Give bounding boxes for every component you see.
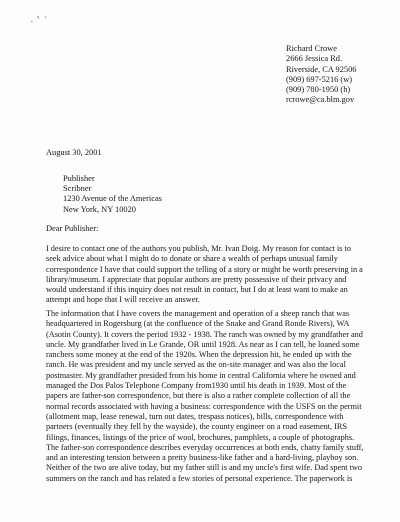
paragraph-line: headquartered in Rogersburg (at the confluence of the Snake and Grand Ronde Rivers), WA: [46, 319, 350, 329]
paragraph-line: and an interesting tension between a pretty business-like father and a hard-living, playboy son.: [46, 453, 359, 463]
paragraph-line: managed the Dos Palos Telephone Company from1930 until his death in 1939. Most of the: [46, 381, 347, 391]
letter-date: August 30, 2001: [46, 148, 102, 157]
paragraph-line: partners (eventually they fell by the wayside), the county engineer on a road easement, IRS: [46, 422, 348, 432]
paragraph-line: correspondence I have that could support the telling of a story or might be worth preserving in a: [46, 264, 363, 274]
paragraph-line: (allotment map, lease renewal, turn out dates, trespass notices), bills, correspondence with: [46, 411, 344, 421]
paragraph-line: attempt and hope that I will receive an answer.: [46, 295, 200, 305]
paragraph-line: I desire to contact one of the authors you publish, Mr. Ivan Doig. My reason for contact is to: [46, 244, 351, 253]
paragraph-line: would understand if this inquiry does not result in contact, but I do at least want to make an: [46, 285, 348, 295]
recipient-address-block: [63, 174, 162, 215]
paragraph-line: filings, finances, listings of the price of wool, brochures, pamphlets, a couple of photographs.: [46, 432, 355, 442]
sender-name: Richard Crowe: [286, 44, 337, 53]
paragraph-line: papers are father-son correspondence, but there is also a rather complete collection of all the: [46, 391, 351, 401]
sender-phone-home: (909) 780-1950 (h): [286, 85, 351, 95]
scan-speck-marks: · ʼ ·: [28, 11, 50, 27]
recipient-title: Publisher: [63, 174, 95, 183]
sender-street: 2666 Jessica Rd.: [286, 54, 343, 64]
paragraph-line: The father-son correspondence describes everyday occurrences at both ends, chatty family stuff,: [46, 442, 364, 452]
paragraph-line: (Asotin County). It covers the period 1932 - 1938. The ranch was owned by my grandfather and: [46, 329, 363, 339]
paragraph-1: [46, 244, 368, 306]
sender-email: rcrowe@ca.blm.gov: [286, 95, 355, 105]
paragraph-line: postmaster. My grandfather presided from his home in central California where he owned and: [46, 370, 356, 380]
sender-address-block: [286, 44, 357, 106]
salutation: Dear Publisher:: [46, 224, 99, 233]
paragraph-line: normal records associated with having a business: correspondence with the USFS on the permit: [46, 401, 362, 411]
paragraph-line: ranchers some money at the end of the 1920s. When the depression hit, he ended up with the: [46, 350, 352, 360]
paragraph-line: The information that I have covers the management and operation of a sheep ranch that was: [46, 309, 350, 318]
paragraph-line: ranch. He was president and my uncle served as the on-site manager and was also the local: [46, 360, 346, 370]
recipient-city: New York, NY 10020: [63, 204, 136, 214]
paragraph-2: [46, 309, 368, 484]
recipient-company: Scribner: [63, 184, 92, 194]
recipient-street: 1230 Avenue of the Americas: [63, 194, 162, 204]
sender-phone-work: (909) 697-5216 (w): [286, 74, 353, 84]
paragraph-line: Neither of the two are alive today, but my father still is and my uncle's first wife. Dad spent two: [46, 463, 362, 473]
sender-city: Riverside, CA 92506: [286, 64, 357, 74]
paragraph-line: uncle. My grandfather lived in Le Grande, OR until 1928. As near as I can tell, he loaned some: [46, 339, 360, 349]
paragraph-line: seek advice about what I might do to donate or share a wealth of perhaps unusual family: [46, 254, 338, 264]
paragraph-line: library/museum. I appreciate that popular authors are pretty possessive of their privacy and: [46, 274, 347, 284]
paragraph-line: summers on the ranch and has related a few stories of personal experience. The paperwork is: [46, 473, 353, 483]
